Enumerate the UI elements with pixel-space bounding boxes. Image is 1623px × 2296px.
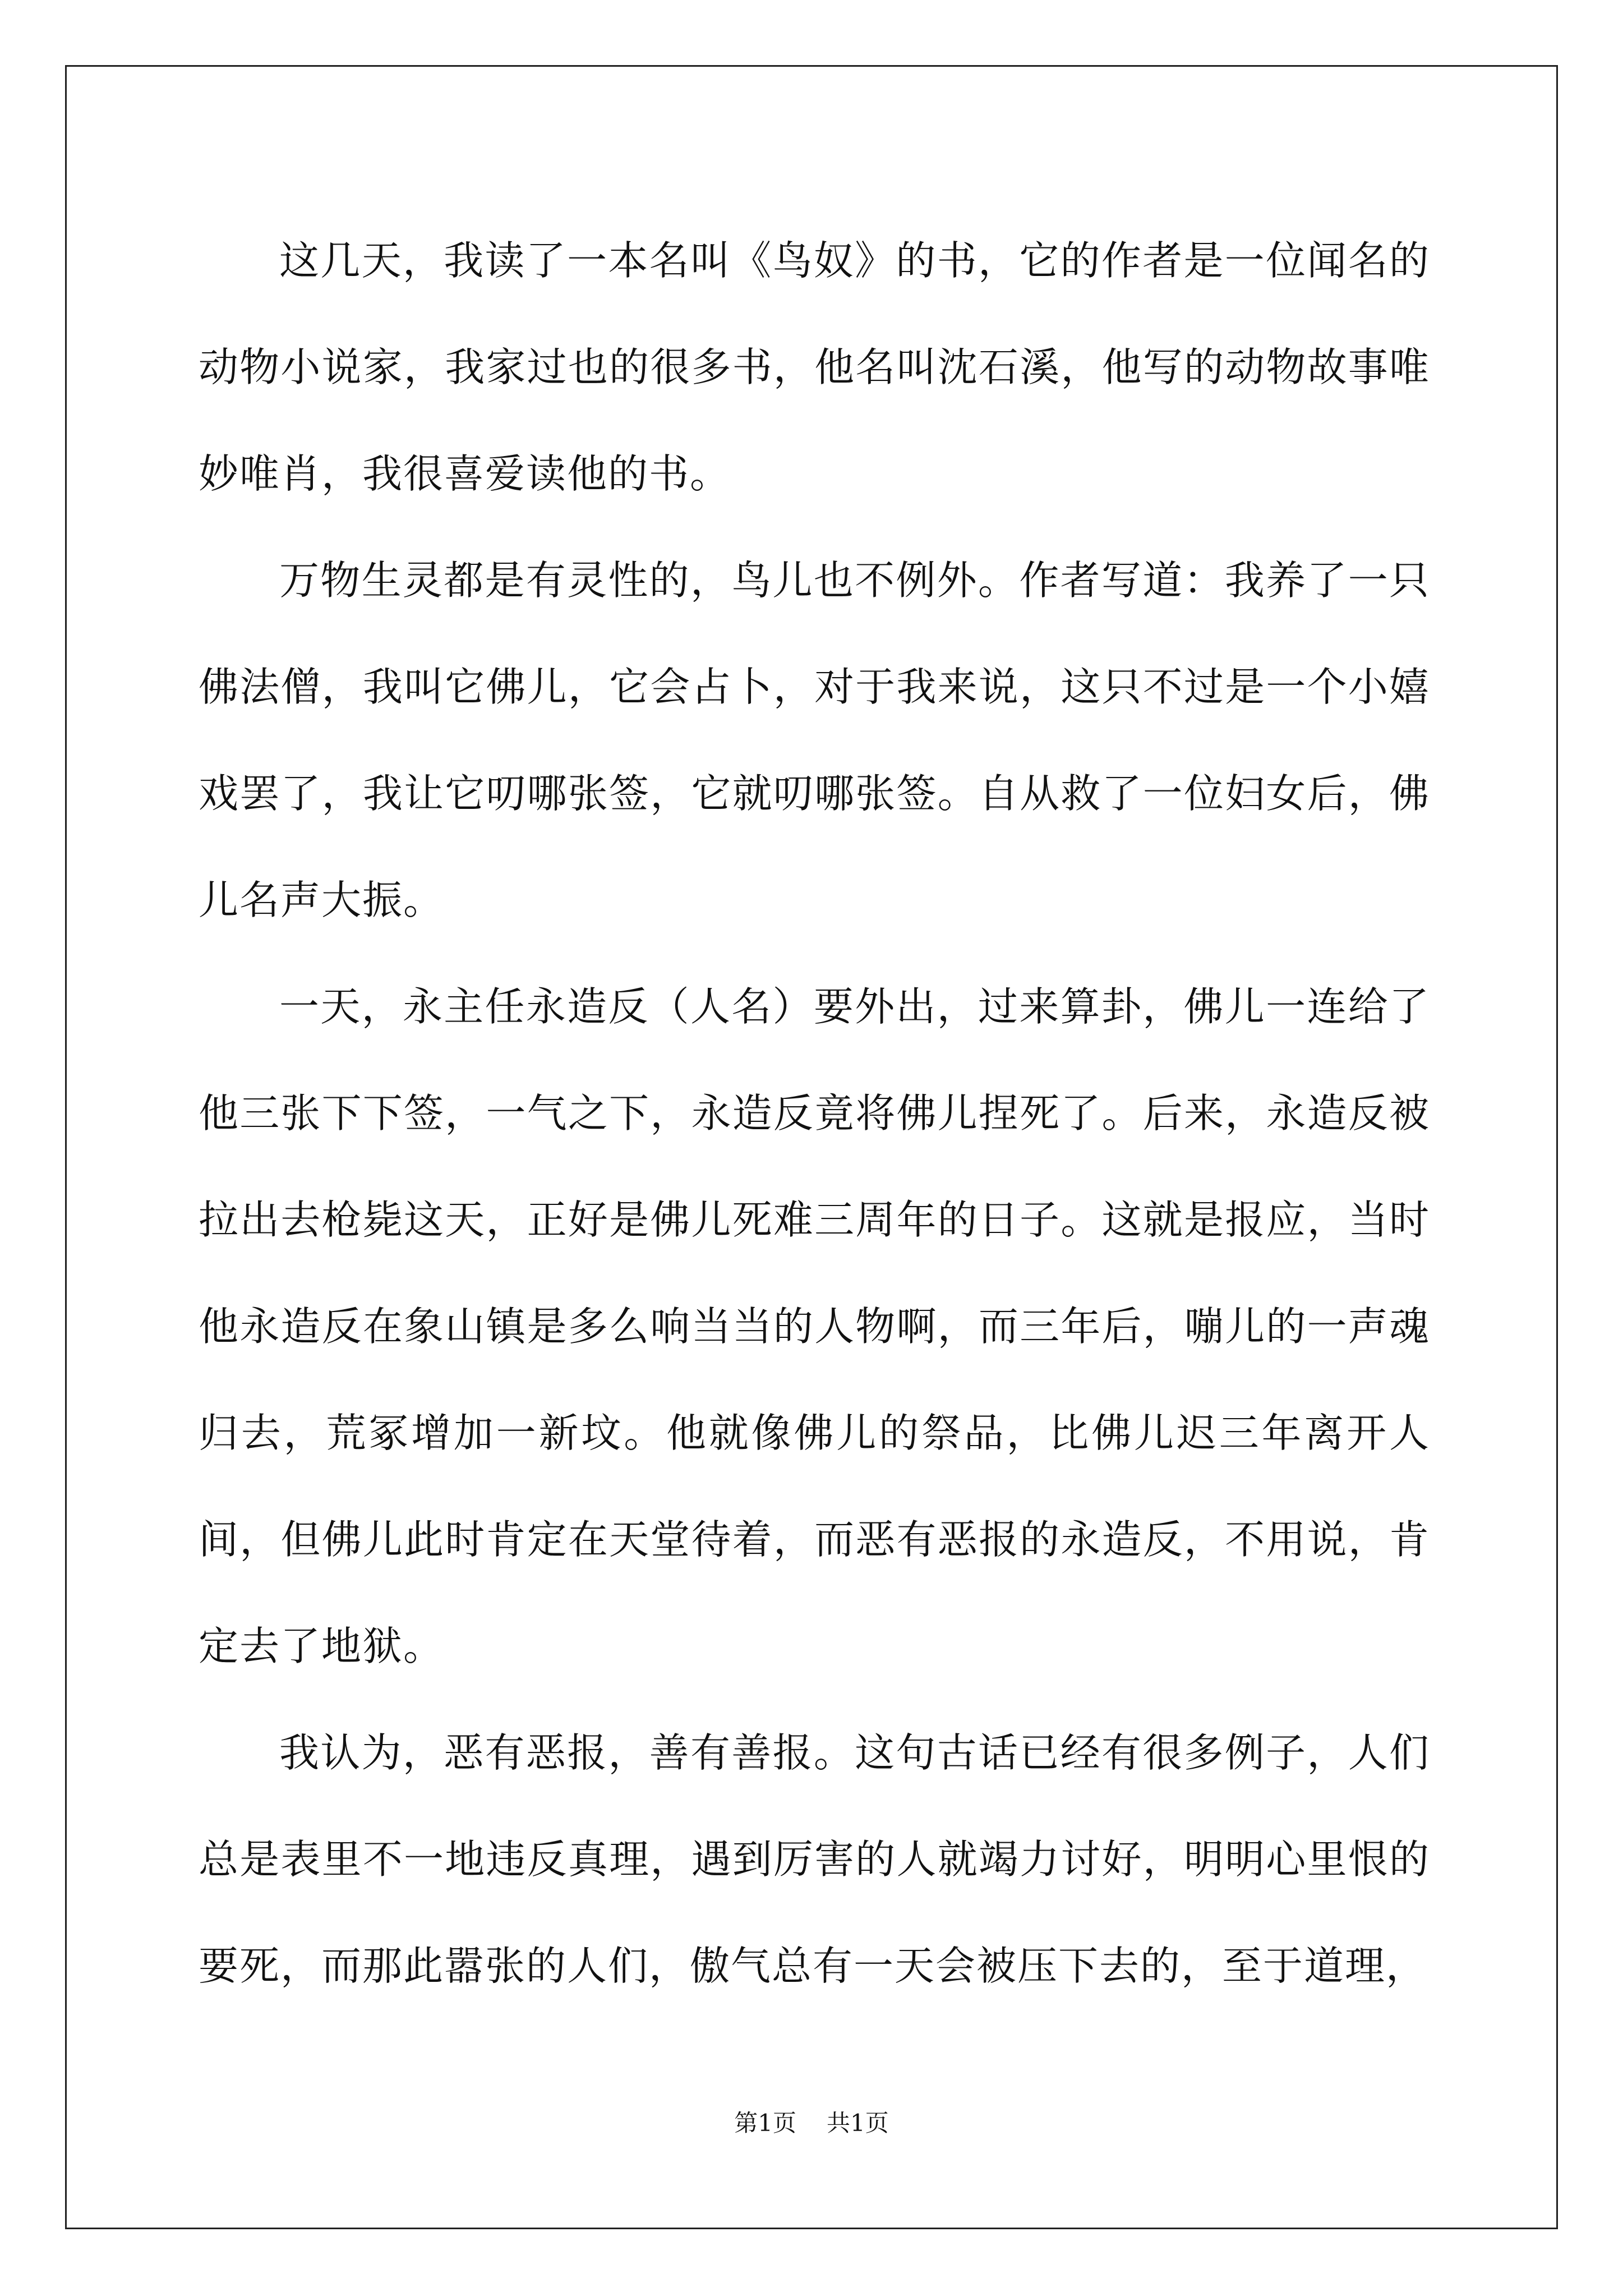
page-number: 第1页 — [734, 2109, 796, 2137]
paragraph-1: 这几天，我读了一本名叫《鸟奴》的书，它的作者是一位闻名的动物小说家，我家过也的很多书，他名叫沈石溪，他写的动物故事唯妙唯肖，我很喜爱读他的书。 — [199, 237, 1430, 497]
document-body — [199, 208, 1430, 2019]
paragraph-2: 万物生灵都是有灵性的，鸟儿也不例外。作者写道：我养了一只佛法僧，我叫它佛儿，它会占卜，对于我来说，这只不过是一个小嬉戏罢了，我让它叨哪张签，它就叨哪张签。自从救了一位妇女后，佛儿名声大振。 — [199, 557, 1430, 923]
paragraph-4: 我认为，恶有恶报，善有善报。这句古话已经有很多例子，人们总是表里不一地违反真理，遇到厉害的人就竭力讨好，明明心里恨的要死，而那此嚣张的人们，傲气总有一天会被压下去的，至于道理， — [199, 1729, 1430, 1989]
page-footer — [0, 2105, 1623, 2138]
paragraph-3: 一天，永主任永造反（人名）要外出，过来算卦，佛儿一连给了他三张下下签，一气之下，永造反竟将佛儿捏死了。后来，永造反被拉出去枪毙这天，正好是佛儿死难三周年的日子。这就是报应，当时他永造反在象山镇是多么响当当的人物啊，而三年后，嘣儿的一声魂归去，荒冢增加一新坟。他就像佛儿的祭品，比佛儿迟三年离开人间，但佛儿此时肯定在天堂待着，而恶有恶报的永造反，不用说，肯定去了地狱。 — [199, 983, 1430, 1669]
page-total: 共1页 — [827, 2109, 889, 2137]
